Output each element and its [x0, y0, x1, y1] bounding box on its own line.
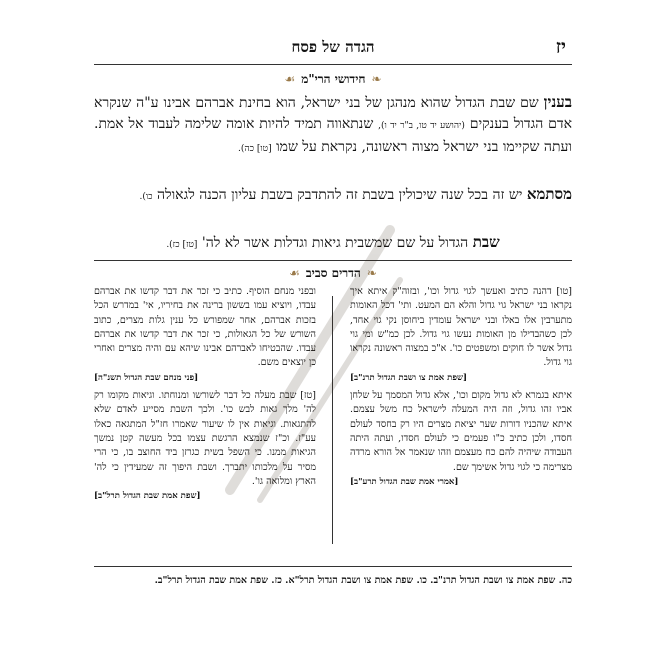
paragraph-text: שם שבת הגדול שהוא מנהגן של בני ישראל, הוא בחינת אברהם אבינו ע"ה שנקרא אדם הגדול בענקים: [94, 95, 573, 132]
commentary-paragraph: ובפני מנחם הוסיף. כתיב כי זכר את דבר קדשו את אברהם עבדו, ויוציא עמו בששון ברינה את בחיריו, אי' במדרש הכל בזכות אברהם, אחר שמפורש כל ענין גלות מצרים, כתוב השורש של כל הגאולות, כי זכר את דבר קדשו את אברהם עבדו. שהבטיחו לאברהם אבינו שיהא עם והיה מצרים ואחרי כן יוצאים משם.: [94, 286, 316, 369]
source-citation: [שפת אמת צו ושבת הגדול תרנ"ב]: [350, 372, 468, 383]
paragraph-text: יש זה בכל שנה שיכולין בשבת זה להתדבק בשבת עליון הכנה לגאולה: [156, 187, 523, 203]
source-citation: [פני מנחם שבת הגדול תשנ"ה]: [94, 372, 199, 383]
section-heading-label: חידושי הרי"מ: [301, 72, 366, 86]
commentary-paragraph: [טז] שבת מעלה כל דבר לשורשו ומנוחתו. וגיאות מקומו רק לה' מלך גאות לבש כו'. ולכך השבת מסייע לאדם שלא להתגאות. וגיאות אין לו שיעור שאמרו חז"ל המתגאה כאלו עע"ז. וכ"ז שנמצא הרגשת עצמו בכל מעשה קטן נמשך הגיאות ממנו. כי השפל בשית כגרזן ביד החוצב בו, כי הרי מסיר על מלכותו יתברך. ושבת היפוך זה שמעידין כי לה' הארץ ומלואה גו'.: [94, 390, 316, 487]
paragraph-shabbat: [94, 232, 572, 256]
commentary-paragraph: איתא בגמרא לא גדול מקום וכו', אלא גדול המסמך על שלחן אביו זהו גדול, וזה היה המעלה לישראל כח משל עצמם. איתא שהכניו דורות שער יציאת מצרים היו רק בחסד לעולם חסדו, ולכן כתיב כ"ו פעמים כי לעולם חסדו, ועתה היתה העבודה שיהיה להם כח מעצמם וזהו שנאמר אל הורא מרדה מצרימה כי לגוי גדול אשימך שם.: [350, 390, 572, 473]
page-title: הגדה של פסח: [291, 38, 375, 56]
ornament-right-icon: ☙: [289, 266, 300, 280]
commentary-paragraph: [טו] דהנה כתיב ואעשך לגוי גדול וכו', ובזוה"ק איתא איך נקראו בני ישראל גוי גדול והלא הם המעט. ותי' דכל האומות מתערבין אלו באלו ובני ישראל עומדין ביחוסן נקי גוי אחד, לכן כשהבדילו מן האומות נעשו גוי גדול. לכן כמ"ש ומי גוי גדול אשר לו חוקים ומשפטים כו'. א"כ במצוה ראשונה נקראו גוי גדול.: [350, 286, 572, 369]
column-left: [94, 285, 316, 507]
lead-word: בענין: [543, 93, 572, 111]
reference: (יהושע יד טו, ב"ר יד ו),: [378, 121, 465, 131]
ornament-left-icon: ❧: [366, 266, 377, 280]
ornament-left-icon: ❧: [371, 72, 382, 86]
section-heading-label: הדרים סביב: [305, 266, 361, 280]
section-heading-chidushei: [94, 72, 572, 87]
running-header: [94, 38, 572, 62]
column-divider: [332, 296, 333, 544]
column-right: [350, 285, 572, 493]
paragraph-text: הגדול על שם שמשבית גיאות וגדלות אשר לא לה': [201, 235, 469, 251]
paragraph-mistama: [94, 184, 572, 208]
section-rule: [94, 260, 572, 261]
source-citation: [שפת אמת שבת הגדול תרל"ב]: [94, 491, 201, 502]
header-rule: [94, 64, 572, 65]
paragraph-beinyan: [94, 92, 572, 160]
commentary-columns: [94, 285, 572, 557]
note-marker: [טו] כה).: [238, 144, 272, 154]
footnotes: כה. שפת אמת צו ושבת הגדול תרנ"ב. כו. שפת אמת צו ושבת הגדול תרל"א. כז. שפת אמת שבת הגדול תרל"ב.: [154, 575, 572, 586]
lead-word: מסתמא: [526, 185, 572, 203]
note-marker: כו).: [139, 192, 153, 202]
book-page: [94, 0, 572, 650]
section-heading-hadarim: [94, 266, 572, 281]
ornament-right-icon: ☙: [284, 72, 296, 86]
page-number: יז: [555, 36, 566, 58]
source-citation: [אמרי אמת שבת הגדול תרע"ב]: [350, 476, 459, 487]
footnote-rule: [94, 566, 572, 567]
paragraph-text: שנתאווה תמיד להיות אומה שלימה לעבוד אל אמת. ועתה שקיימו בני ישראל מצוה ראשונה, נקראת על שמו: [94, 116, 572, 155]
note-marker: [טז] כז).: [166, 240, 198, 250]
lead-word: שבת: [472, 233, 500, 251]
